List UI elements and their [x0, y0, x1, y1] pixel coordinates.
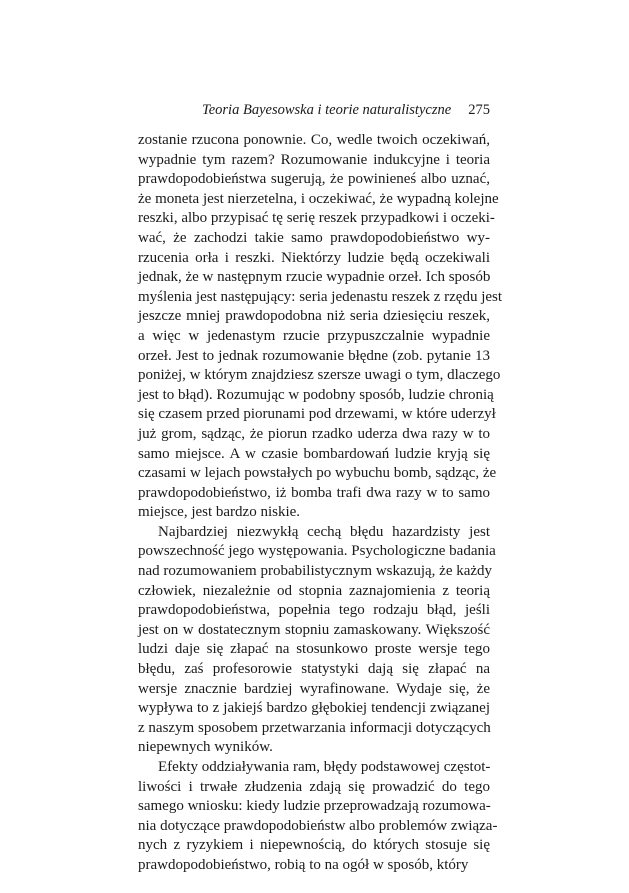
text-line: nych z ryzykiem i niepewnością, do których stosuje się: [138, 837, 490, 854]
paragraph: [138, 523, 496, 758]
text-line: niepewnych wyników.: [138, 739, 273, 756]
text-line: samego wniosku: kiedy ludzie przeprowadzają rozumowa-: [138, 798, 491, 815]
text-line: prawdopodobieństwo, iż bomba trafi dwa razy w to samo: [138, 484, 490, 501]
text-line: czasami w lejach powstałych po wybuchu bomb, sądząc, że: [138, 465, 497, 482]
text-line: jednak, że w następnym rzucie wypadnie orzeł. Ich sposób: [138, 269, 491, 286]
text-line: orzeł. Jest to jednak rozumowanie błędne (zob. pytanie 13: [138, 347, 490, 364]
running-title: Teoria Bayesowska i teorie naturalistyczne: [202, 102, 452, 118]
running-header: [138, 102, 490, 119]
paragraph: [138, 758, 498, 876]
text-line: z naszym sposobem przetwarzania informacji dotyczących: [138, 719, 491, 736]
text-line: poniżej, w którym znajdziesz szersze uwagi o tym, dlaczego: [138, 367, 501, 384]
text-line: wypływa to z jakiejś bardzo głębokiej tendencji związanej: [138, 700, 490, 717]
text-line: samo miejsce. A w czasie bombardowań ludzie kryją się: [138, 445, 490, 462]
text-line: jest on w dostatecznym stopniu zamaskowany. Większość: [138, 621, 490, 638]
paragraph: [138, 131, 503, 523]
text-line: człowiek, niezależnie od stopnia zaznajomienia z teorią: [138, 582, 490, 599]
text-line: myślenia jest następujący: seria jedenastu reszek z rzędu jest: [138, 288, 503, 305]
text-line: jeszcze mniej prawdopodobna niż seria dziesięciu reszek,: [138, 308, 490, 325]
text-line: reszki, albo przypisać tę serię reszek przypadkowi i oczeki-: [138, 210, 495, 227]
text-line: rzucenia orła i reszki. Niektórzy ludzie będą oczekiwali: [138, 249, 490, 266]
text-line: prawdopodobieństwa, popełnia tego rodzaju błąd, jeśli: [138, 602, 490, 619]
text-line: Efekty oddziaływania ram, błędy podstawowej częstot-: [158, 759, 491, 775]
text-line: już grom, sądząc, że piorun rzadko uderza dwa razy w to: [138, 425, 490, 442]
text-line: powszechność jego występowania. Psychologiczne badania: [138, 543, 496, 560]
text-line: miejsce, jest bardzo niskie.: [138, 504, 301, 521]
text-line: nad rozumowaniem probabilistycznym wskazują, że każdy: [138, 563, 493, 580]
text-line: że moneta jest nierzetelna, i oczekiwać, że wypadną kolejne: [138, 190, 499, 207]
text-line: nia dotyczące prawdopodobieństw albo problemów związa-: [138, 817, 498, 834]
text-line: liwości i trwałe złudzenia zdają się prowadzić do tego: [138, 778, 490, 795]
text-line: wać, że zachodzi takie samo prawdopodobieństwo wy-: [138, 229, 490, 246]
text-line: prawdopodobieństwa sugerują, że powinieneś albo uznać,: [138, 171, 490, 188]
text-line: się czasem przed piorunami pod drzewami, w które uderzył: [138, 406, 496, 423]
page-number: 275: [468, 102, 490, 118]
text-line: prawdopodobieństwo, robią to na ogół w sposób, który: [138, 856, 469, 873]
text-line: a więc w jedenastym rzucie przypuszczalnie wypadnie: [138, 327, 490, 344]
text-line: wypadnie tym razem? Rozumowanie indukcyjne i teoria: [138, 151, 490, 168]
text-line: ludzi daje się złapać na stosunkowo proste wersje tego: [138, 641, 490, 658]
text-line: Najbardziej niezwykłą cechą błędu hazardzisty jest: [158, 523, 490, 540]
text-line: zostanie rzucona ponownie. Co, wedle twoich oczekiwań,: [138, 132, 490, 148]
body-text: [138, 131, 503, 876]
text-line: jest to błąd). Rozumując w podobny sposób, ludzie chronią: [138, 386, 494, 403]
text-line: wersje znacznie bardziej wyrafinowane. Wydaje się, że: [138, 680, 490, 697]
text-line: błędu, zaś profesorowie statystyki dają się złapać na: [138, 661, 490, 678]
